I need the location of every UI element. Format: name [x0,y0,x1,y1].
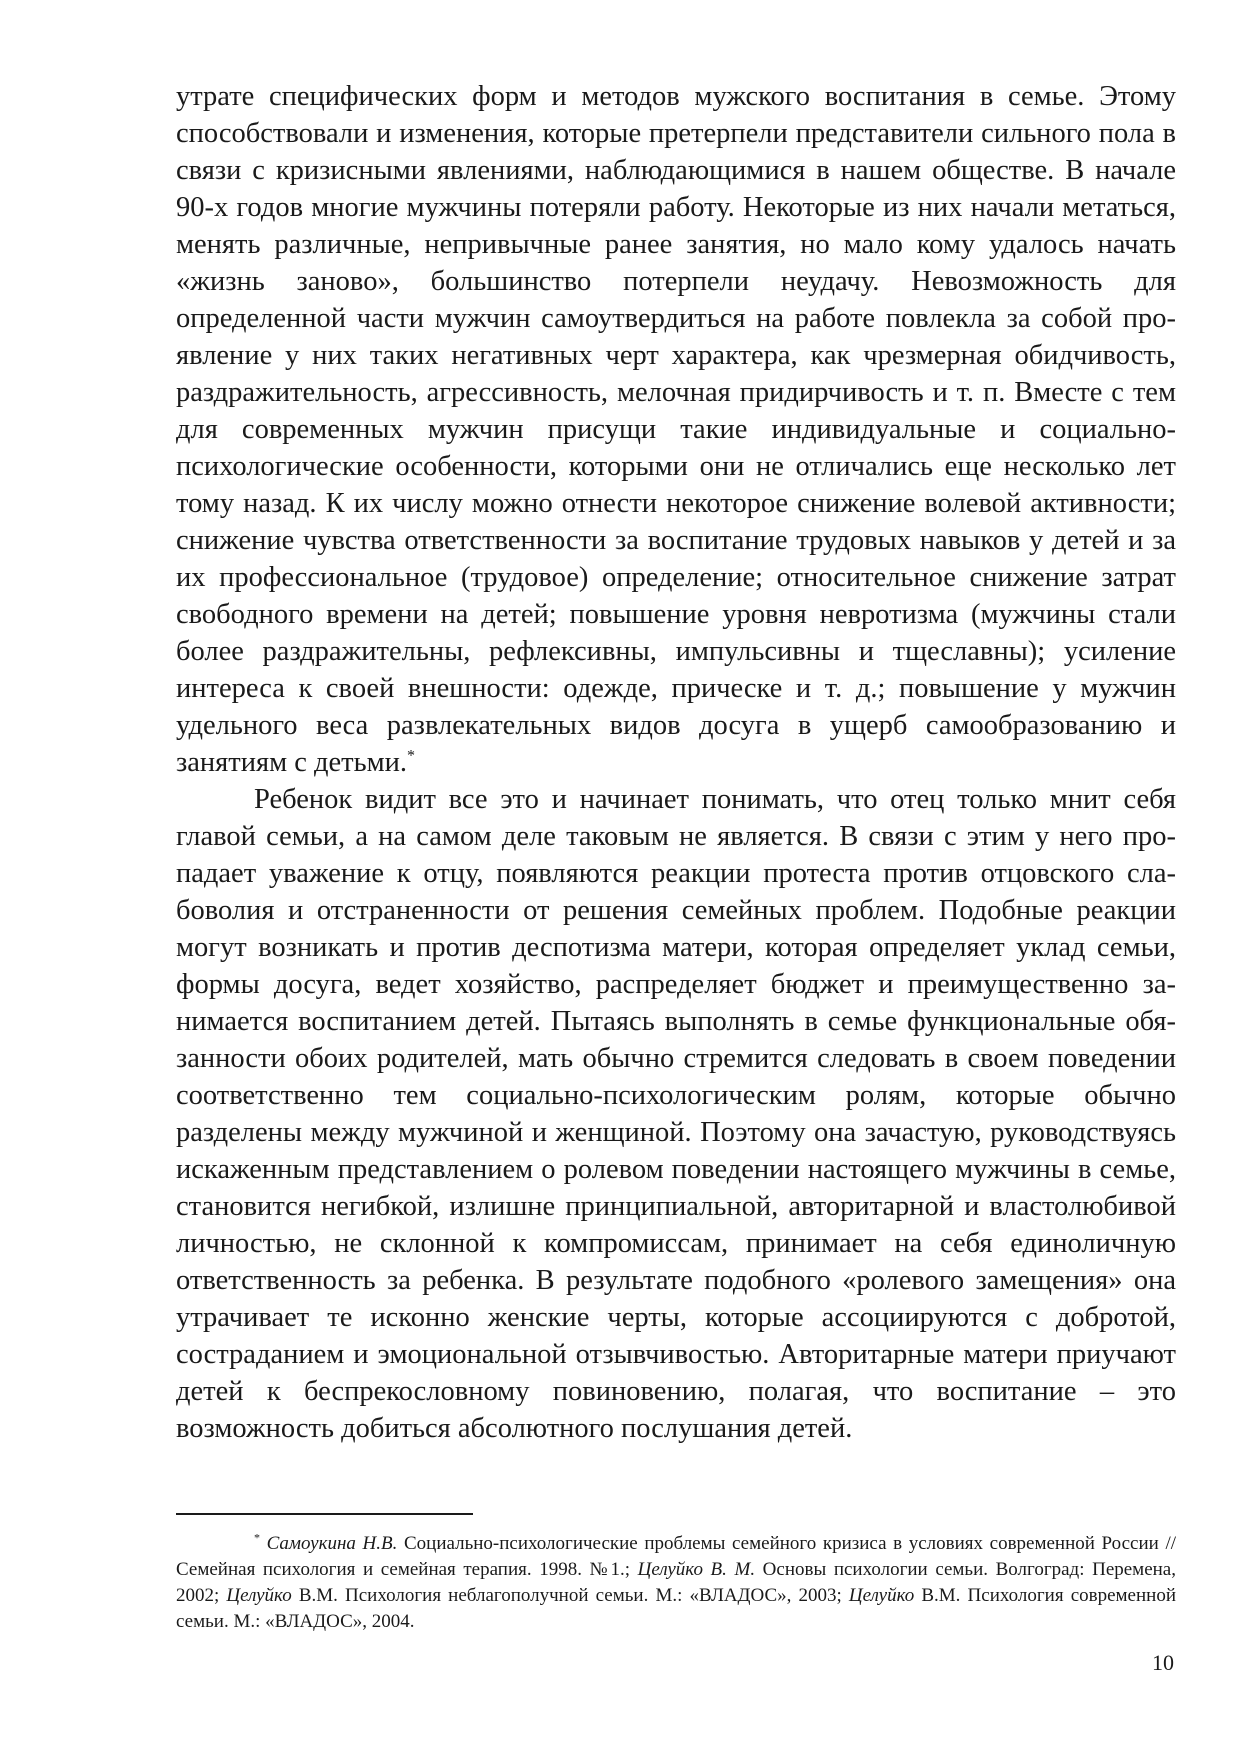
footnote-author: Целуйко [848,1585,915,1606]
paragraph-1 [176,78,1176,781]
footnote-author: Целуйко В. М. [637,1559,756,1580]
footnote-text: Социально-психологические проблемы семейного кризиса в условиях современной России //Семейная психология и семейная терапия. 1998. №1.; [176,1533,1176,1580]
footnote-author: Самоукина Н.В. [266,1533,398,1554]
page-number: 10 [1152,1650,1174,1675]
paragraph-2: Ребенок видит все это и начинает понимать, что отец только мнит себя главой семьи, а на самом деле таковым не является. В связи с этим у него пропадает уважение к отцу, появляются реакции протеста против отцовского слабоволия и отстраненности от решения семейных проблем. Подобные реакции могут возникать и против деспотизма матери, которая определяет уклад семьи, формы досуга, ведет хозяйство, распределяет бюджет и преимущественно занимается воспитанием детей. Пытаясь выполнять в семье функциональные обязанности обоих родителей, мать обычно стремится следовать в своем поведении соответственно тем социально-психологическим ролям, которые обычно разделены между мужчиной и женщиной. Поэтому она зачастую, руководствуясь искаженным представлением о ролевом поведении настоящего мужчины в семье, становится негибкой, излишне принципиальной, авторитарной и властолюбивой личностью, не склонной к компромиссам, принимает на себя единоличную ответственность за ребенка. В результате подобного «ролевого замещения» она утрачивает те исконно женские черты, которые ассоциируются с добротой, состраданием и эмоциональной отзывчивостью. Авторитарные матери приучают детей к беспрекословному повиновению, полагая, что воспитание – это возможность добиться абсолютного послушания детей. [176,784,1176,1444]
paragraph-1-text: утрате специфических форм и методов мужского воспитания в семье. Этому способствовали и изменения, которые претерпели представители сильного пола в связи с кризисными явлениями, наблюдающимися в нашем обществе. В начале 90-х годов многие мужчины потеряли работу. Некоторые из них начали метаться, менять различные, непривычные ранее занятия, но мало кому удалось начать «жизнь заново», большинство потерпели неудачу. Невозможность для определенной части мужчин самоутвердиться на работе повлекла за собой проявление у них таких негативных черт характера, как чрезмерная обидчивость, раздражительность, агрессивность, мелочная придирчивость и т. п. Вместе с тем для современных мужчин присущи такие индивидуальные и социально-психологические особенности, которыми они не отличались еще несколько лет тому назад. К их числу можно отнести некоторое снижение волевой активности; снижение чувства ответственности за воспитание трудовых навыков у детей и за их профессиональное (трудовое) определение; относительное снижение затрат свободного времени на детей; повышение уровня невротизма (мужчины стали более раздражительны, рефлексивны, импульсивны и тщеславны); усиление интереса к своей внешности: одежде, прическе и т. д.; повышение у мужчин удельного веса развлекательных видов досуга в ущерб самообразованию и занятиям с детьми. [176,81,1176,778]
footnote-author: Целуйко [226,1585,292,1606]
footnote-text: Основы психологии семьи. Волгоград: Перемена, 2002; [176,1559,1176,1606]
footnote-reference: * [407,747,416,765]
footnote-marker: * [254,1530,260,1545]
footnote [176,1531,1176,1635]
footnote-text: В.М. Психология современной семьи. М.: «ВЛАДОС», 2004. [176,1585,1176,1632]
footnote-separator [176,1513,473,1515]
footnote-text: В.М. Психология неблагополучной семьи. М.: «ВЛАДОС», 2003; [291,1585,849,1606]
main-text [176,78,1176,1447]
